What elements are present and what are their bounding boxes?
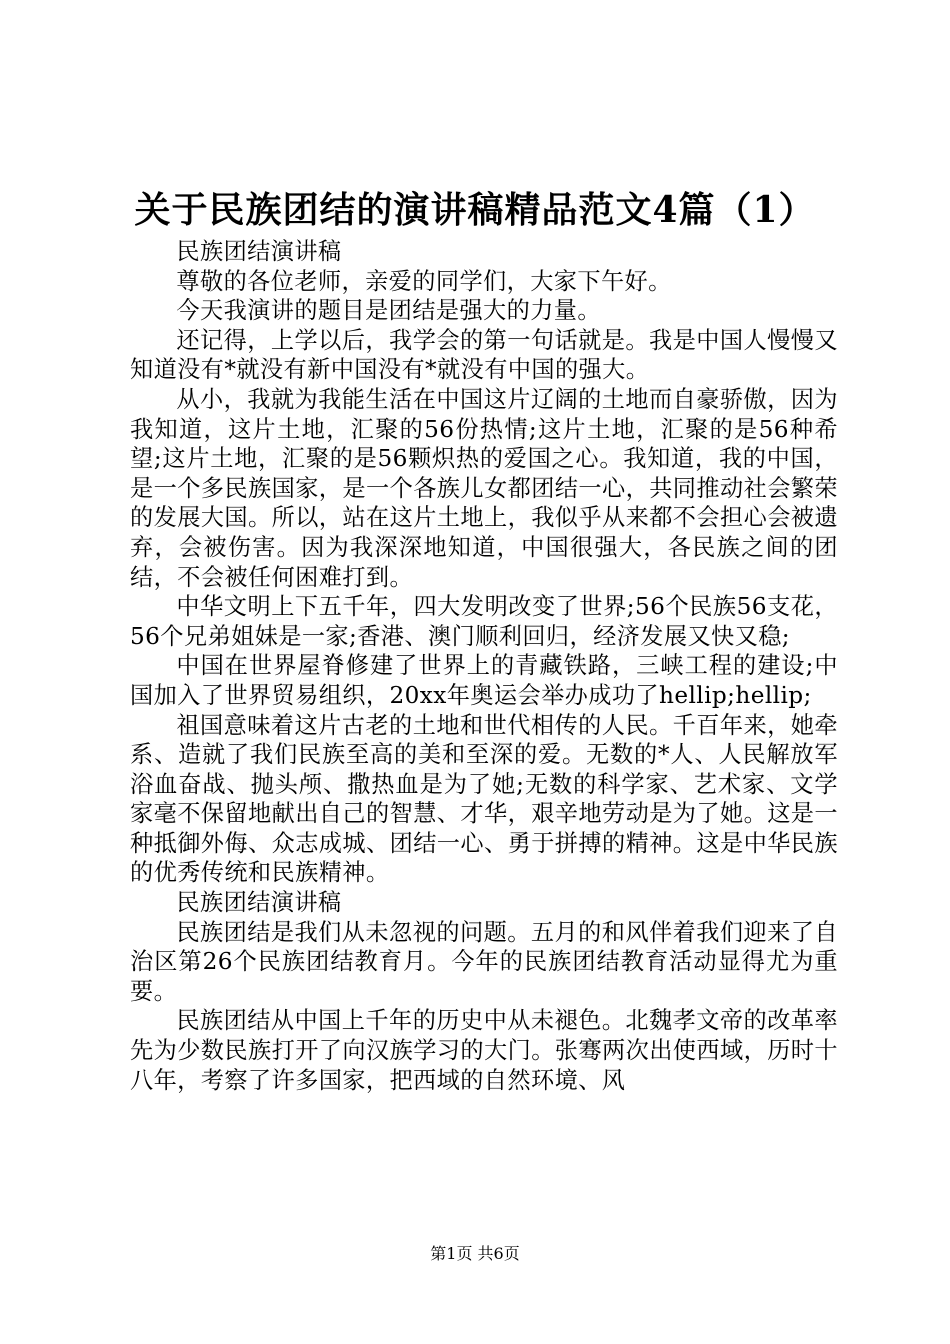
- body-paragraph: 中国在世界屋脊修建了世界上的青藏铁路，三峡工程的建设;中国加入了世界贸易组织，20xx年奥运会举办成功了hellip;hellip;: [130, 652, 838, 709]
- page-title: 关于民族团结的演讲稿精品范文4篇（1）: [134, 189, 816, 231]
- body-paragraph: 今天我演讲的题目是团结是强大的力量。: [176, 297, 601, 325]
- body-paragraph: 从小，我就为我能生活在中国这片辽阔的土地而自豪骄傲，因为我知道，这片土地，汇聚的56份热情;这片土地，汇聚的是56种希望;这片土地，汇聚的是56颗炽热的爱国之心。我知道，我的中国，是一个多民族国家，是一个各族儿女都团结一心，共同推动社会繁荣的发展大国。所以，站在这片土地上，我似乎从来都不会担心会被遗弃，会被伤害。因为我深深地知道，中国很强大，各民族之间的团结，不会被任何困难打到。: [130, 385, 838, 591]
- page-number-footer: 第1页 共6页: [430, 1244, 520, 1263]
- body-paragraph: 民族团结演讲稿: [176, 889, 342, 917]
- document-body: [130, 237, 838, 1095]
- body-paragraph: 民族团结是我们从未忽视的问题。五月的和风伴着我们迎来了自治区第26个民族团结教育月。今年的民族团结教育活动显得尤为重要。: [130, 918, 838, 1005]
- body-paragraph: 民族团结演讲稿: [176, 238, 342, 265]
- body-paragraph: 祖国意味着这片古老的土地和世代相传的人民。千百年来，她牵系、造就了我们民族至高的美和至深的爱。无数的*人、人民解放军浴血奋战、抛头颅、撒热血是为了她;无数的科学家、艺术家、文学家毫不保留地献出自己的智慧、才华，艰辛地劳动是为了她。这是一种抵御外侮、众志成城、团结一心、勇于拼搏的精神。这是中华民族的优秀传统和民族精神。: [130, 711, 838, 887]
- body-paragraph: 还记得，上学以后，我学会的第一句话就是。我是中国人慢慢又知道没有*就没有新中国没有*就没有中国的强大。: [130, 326, 838, 384]
- body-paragraph: 民族团结从中国上千年的历史中从未褪色。北魏孝文帝的改革率先为少数民族打开了向汉族学习的大门。张骞两次出使西域，历时十八年，考察了许多国家，把西域的自然环境、风: [130, 1007, 838, 1094]
- body-paragraph: 尊敬的各位老师，亲爱的同学们，大家下午好。: [176, 267, 672, 295]
- body-paragraph: 中华文明上下五千年，四大发明改变了世界;56个民族56支花，56个兄弟姐妹是一家;香港、澳门顺利回归，经济发展又快又稳;: [130, 593, 838, 650]
